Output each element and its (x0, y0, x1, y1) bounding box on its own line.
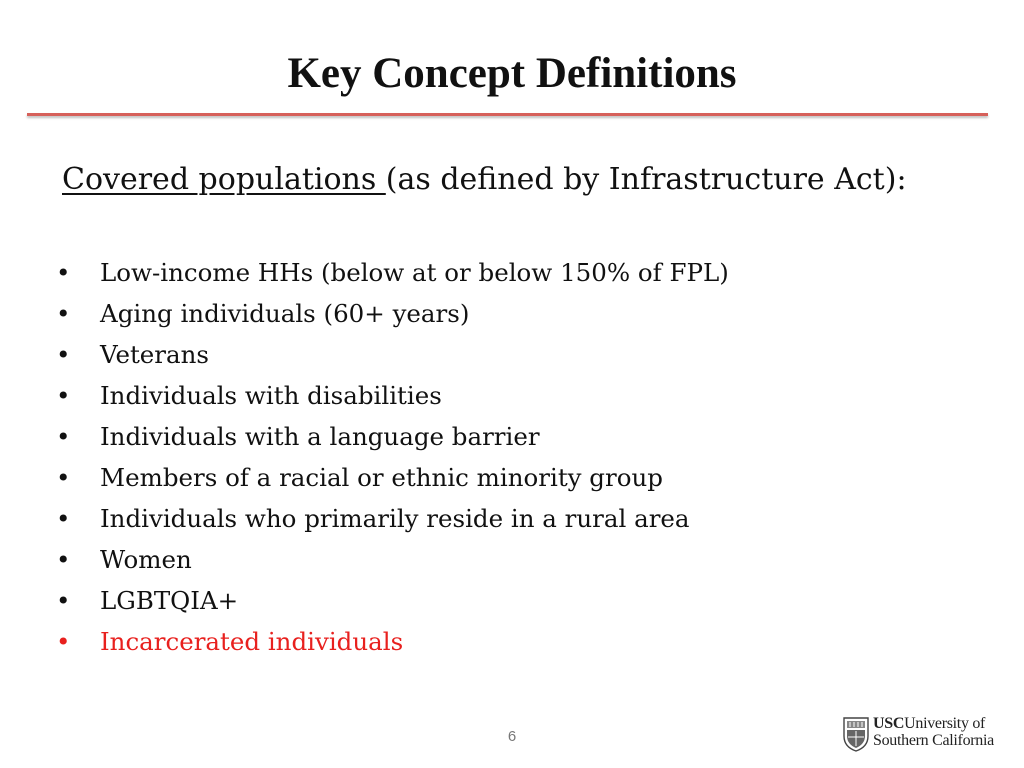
list-item (52, 580, 729, 621)
list-item-text: Low-income HHs (below at or below 150% of FPL) (100, 258, 729, 287)
list-item-text: Aging individuals (60+ years) (100, 299, 470, 328)
list-item (52, 416, 729, 457)
list-item-text: Individuals who primarily reside in a rural area (100, 504, 690, 533)
list-item-text: Individuals with disabilities (100, 381, 442, 410)
bullet-icon: • (56, 422, 71, 451)
list-item-text: LGBTQIA+ (100, 586, 239, 615)
slide-title: Key Concept Definitions (287, 50, 737, 97)
list-item (52, 539, 729, 580)
bullet-icon: • (56, 381, 71, 410)
bullet-icon: • (56, 545, 71, 574)
list-item (52, 252, 729, 293)
covered-populations-list (52, 252, 729, 662)
page-number: 6 (507, 728, 517, 745)
bullet-icon: • (56, 299, 71, 328)
list-item (52, 457, 729, 498)
list-item (52, 334, 729, 375)
list-item-text: Members of a racial or ethnic minority group (100, 463, 663, 492)
heading-underlined-term: Covered populations (62, 162, 386, 197)
wordmark-line-1 (873, 715, 994, 732)
usc-wordmark (873, 715, 994, 749)
list-item-text: Incarcerated individuals (100, 627, 404, 656)
section-heading (62, 158, 907, 202)
bullet-icon: • (56, 258, 71, 287)
list-item (52, 498, 729, 539)
heading-qualifier: (as defined by Infrastructure Act): (385, 162, 907, 197)
list-item-text: Veterans (100, 340, 209, 369)
list-item-text: Women (100, 545, 192, 574)
list-item (52, 375, 729, 416)
bullet-icon: • (56, 504, 71, 533)
usc-seal-icon (843, 716, 869, 752)
title-divider (27, 113, 988, 116)
usc-logo (843, 714, 993, 754)
list-item (52, 621, 729, 662)
wordmark-university-of: University of (904, 715, 986, 732)
bullet-icon: • (56, 463, 71, 492)
bullet-icon: • (56, 586, 71, 615)
bullet-icon: • (56, 340, 71, 369)
list-item-text: Individuals with a language barrier (100, 422, 540, 451)
wordmark-line-2: Southern California (873, 732, 994, 749)
bullet-icon: • (56, 627, 71, 656)
list-item (52, 293, 729, 334)
usc-abbrev: USC (873, 715, 905, 732)
